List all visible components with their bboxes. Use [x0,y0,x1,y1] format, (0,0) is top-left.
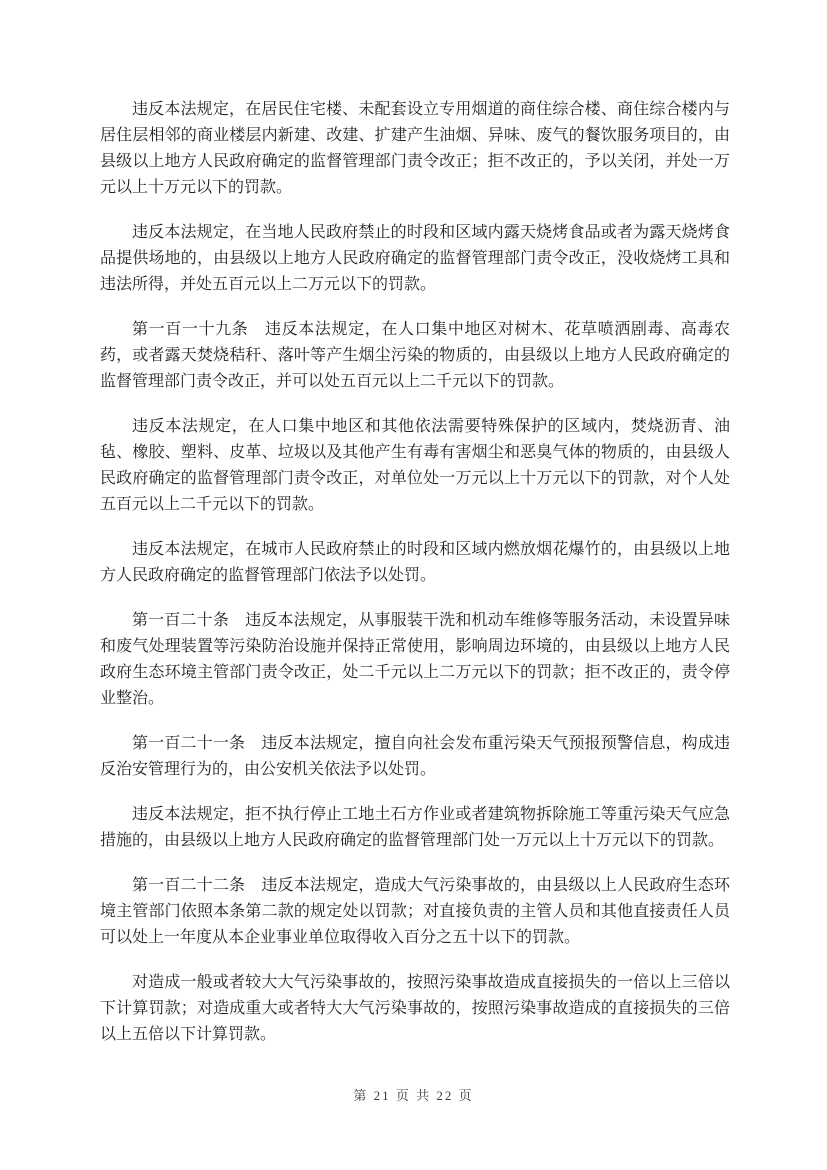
paragraph-8: 违反本法规定，拒不执行停止工地土石方作业或者建筑物拆除施工等重污染天气应急措施的，由县级以上地方人民政府确定的监督管理部门处一万元以上十万元以下的罚款。 [100,806,730,849]
paragraph-7-article-121: 第一百二十一条 违反本法规定，擅自向社会发布重污染天气预报预警信息，构成违反治安管理行为的，由公安机关依法予以处罚。 [100,735,730,778]
document-body [100,97,730,1067]
page-footer [0,1085,827,1105]
paragraph-3-article-119: 第一百一十九条 违反本法规定，在人口集中地区对树木、花草喷洒剧毒、高毒农药，或者露天焚烧秸秆、落叶等产生烟尘污染的物质的，由县级以上地方人民政府确定的监督管理部门责令改正，并可以处五百元以上二千元以下的罚款。 [100,321,730,390]
paragraph-2: 违反本法规定，在当地人民政府禁止的时段和区域内露天烧烤食品或者为露天烧烤食品提供场地的，由县级以上地方人民政府确定的监督管理部门责令改正，没收烧烤工具和违法所得，并处五百元以上二万元以下的罚款。 [100,224,730,293]
paragraph-1: 违反本法规定，在居民住宅楼、未配套设立专用烟道的商住综合楼、商住综合楼内与居住层相邻的商业楼层内新建、改建、扩建产生油烟、异味、废气的餐饮服务项目的，由县级以上地方人民政府确定的监督管理部门责令改正；拒不改正的，予以关闭，并处一万元以上十万元以下的罚款。 [100,101,730,196]
paragraph-4: 违反本法规定，在人口集中地区和其他依法需要特殊保护的区域内，焚烧沥青、油毡、橡胶、塑料、皮革、垃圾以及其他产生有毒有害烟尘和恶臭气体的物质的，由县级人民政府确定的监督管理部门责令改正，对单位处一万元以上十万元以下的罚款，对个人处五百元以上二千元以下的罚款。 [100,418,730,513]
paragraph-10: 对造成一般或者较大大气污染事故的，按照污染事故造成直接损失的一倍以上三倍以下计算罚款；对造成重大或者特大大气污染事故的，按照污染事故造成的直接损失的三倍以上五倍以下计算罚款。 [100,974,730,1043]
paragraph-9-article-122: 第一百二十二条 违反本法规定，造成大气污染事故的，由县级以上人民政府生态环境主管部门依照本条第二款的规定处以罚款；对直接负责的主管人员和其他直接责任人员可以处上一年度从本企业事业单位取得收入百分之五十以下的罚款。 [100,877,730,946]
paragraph-5: 违反本法规定，在城市人民政府禁止的时段和区域内燃放烟花爆竹的，由县级以上地方人民政府确定的监督管理部门依法予以处罚。 [100,541,730,584]
paragraph-6-article-120: 第一百二十条 违反本法规定，从事服装干洗和机动车维修等服务活动，未设置异味和废气处理装置等污染防治设施并保持正常使用，影响周边环境的，由县级以上地方人民政府生态环境主管部门责令改正，处二千元以上二万元以下的罚款；拒不改正的，责令停业整治。 [100,612,730,707]
page-number-text: 第 21 页 共 22 页 [353,1088,474,1103]
